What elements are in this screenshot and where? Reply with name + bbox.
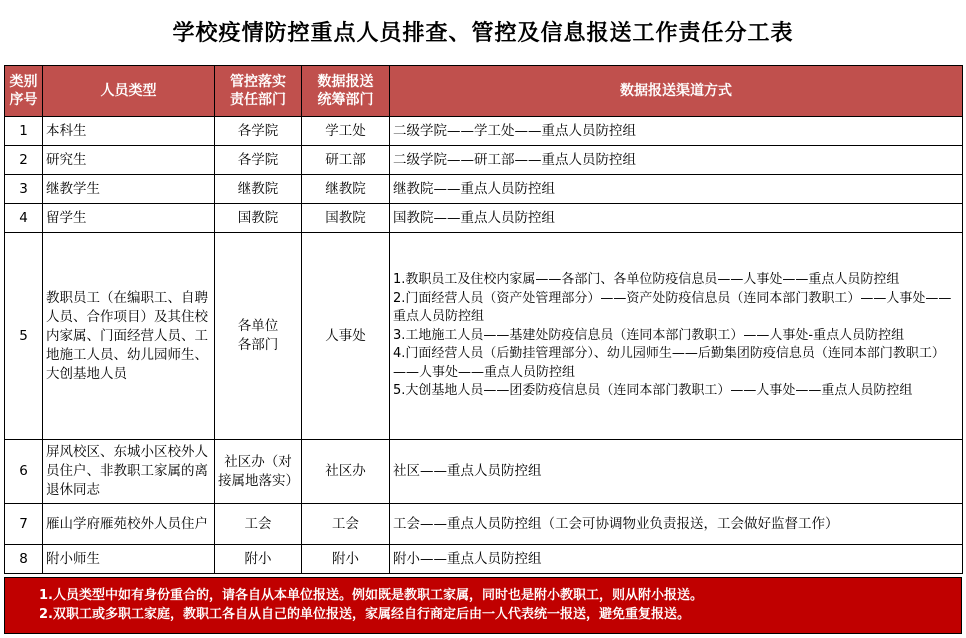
- table-row: [5, 117, 963, 146]
- channel-item: 4.门面经营人员（后勤挂管理部分）、幼儿园师生——后勤集团防疫信息员（连同本部门教职工）——人事处——重点人员防控组: [393, 346, 945, 380]
- cell-channel: 二级学院——研工部——重点人员防控组: [390, 146, 963, 175]
- cell-seq: 1: [5, 117, 43, 146]
- cell-type: 留学生: [43, 204, 215, 233]
- cell-dept: [215, 233, 302, 440]
- cell-channel: 社区——重点人员防控组: [390, 440, 963, 504]
- notes-box: [4, 577, 962, 634]
- cell-type: 屏风校区、东城小区校外人员住户、非教职工家属的离退休同志: [43, 440, 215, 504]
- cell-stat: 国教院: [302, 204, 390, 233]
- header-seq-line1: 类别: [9, 74, 38, 90]
- note-line: 1.人员类型中如有身份重合的，请各自从本单位报送。例如既是教职工家属，同时也是附小教职工，则从附小报送。: [39, 588, 703, 603]
- cell-stat: 继教院: [302, 175, 390, 204]
- responsibility-table: [4, 65, 963, 574]
- cell-seq: 6: [5, 440, 43, 504]
- cell-seq: 7: [5, 504, 43, 545]
- page-title: 学校疫情防控重点人员排查、管控及信息报送工作责任分工表: [172, 19, 794, 46]
- cell-dept: 继教院: [215, 175, 302, 204]
- cell-dept-line1: 各单位: [237, 318, 279, 334]
- cell-channel: 工会——重点人员防控组（工会可协调物业负责报送，工会做好监督工作）: [390, 504, 963, 545]
- header-seq-line2: 序号: [9, 92, 38, 108]
- cell-stat: 附小: [302, 545, 390, 574]
- cell-seq: 5: [5, 233, 43, 440]
- table-row: [5, 204, 963, 233]
- table-row: [5, 233, 963, 440]
- cell-type: 附小师生: [43, 545, 215, 574]
- cell-stat: 工会: [302, 504, 390, 545]
- table-header-row: [5, 66, 963, 117]
- table-row: [5, 504, 963, 545]
- cell-stat: 研工部: [302, 146, 390, 175]
- cell-channel-list: [390, 233, 963, 440]
- header-channel: 数据报送渠道方式: [390, 66, 963, 117]
- header-dept: [215, 66, 302, 117]
- channel-item: 5.大创基地人员——团委防疫信息员（连同本部门教职工）——人事处——重点人员防控组: [393, 383, 913, 399]
- header-seq: [5, 66, 43, 117]
- cell-channel: 继教院——重点人员防控组: [390, 175, 963, 204]
- cell-stat: 学工处: [302, 117, 390, 146]
- table-row: [5, 545, 963, 574]
- cell-dept: 附小: [215, 545, 302, 574]
- header-stat-line1: 数据报送: [317, 74, 374, 90]
- cell-seq: 2: [5, 146, 43, 175]
- table-row: [5, 146, 963, 175]
- cell-type: 教职员工（在编职工、自聘人员、合作项目）及其住校内家属、门面经营人员、工地施工人员、幼儿园师生、大创基地人员: [43, 233, 215, 440]
- channel-item: 3.工地施工人员——基建处防疫信息员（连同本部门教职工）——人事处-重点人员防控组: [393, 327, 905, 343]
- cell-seq: 4: [5, 204, 43, 233]
- cell-type: 本科生: [43, 117, 215, 146]
- channel-item: 1.教职员工及住校内家属——各部门、各单位防疫信息员——人事处——重点人员防控组: [393, 272, 900, 288]
- header-stat-line2: 统筹部门: [317, 92, 374, 108]
- cell-type: 研究生: [43, 146, 215, 175]
- cell-type: 雁山学府雁苑校外人员住户: [43, 504, 215, 545]
- header-stat: [302, 66, 390, 117]
- cell-stat: 社区办: [302, 440, 390, 504]
- header-type: 人员类型: [43, 66, 215, 117]
- cell-type: 继教学生: [43, 175, 215, 204]
- cell-dept: 各学院: [215, 117, 302, 146]
- cell-channel: 附小——重点人员防控组: [390, 545, 963, 574]
- cell-dept: 工会: [215, 504, 302, 545]
- cell-dept: 社区办（对接属地落实）: [215, 440, 302, 504]
- cell-dept: 各学院: [215, 146, 302, 175]
- header-dept-line1: 管控落实: [230, 74, 286, 90]
- channel-item: 2.门面经营人员（资产处管理部分）——资产处防疫信息员（连同本部门教职工）——人事处——重点人员防控组: [393, 290, 952, 325]
- cell-seq: 3: [5, 175, 43, 204]
- cell-stat: 人事处: [302, 233, 390, 440]
- table-row: [5, 440, 963, 504]
- note-line: 2.双职工或多职工家庭，教职工各自从自己的单位报送，家属经自行商定后由一人代表统一报送，避免重复报送。: [39, 607, 690, 622]
- cell-channel: 国教院——重点人员防控组: [390, 204, 963, 233]
- table-row: [5, 175, 963, 204]
- cell-dept-line2: 各部门: [237, 337, 279, 353]
- cell-channel: 二级学院——学工处——重点人员防控组: [390, 117, 963, 146]
- cell-seq: 8: [5, 545, 43, 574]
- header-dept-line2: 责任部门: [230, 92, 286, 108]
- cell-dept: 国教院: [215, 204, 302, 233]
